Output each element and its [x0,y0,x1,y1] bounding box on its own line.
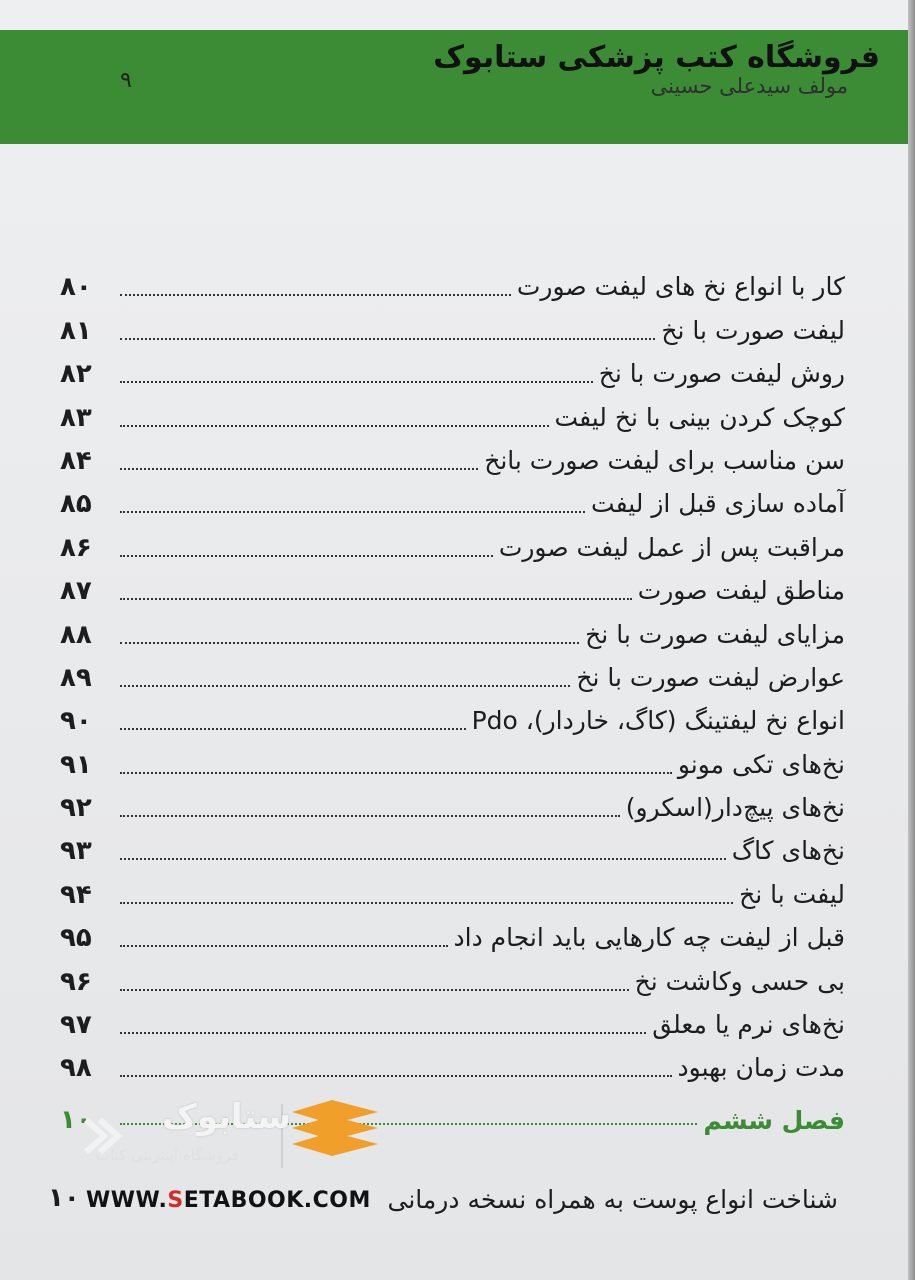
last-toc-entry-title: شناخت انواع پوست به همراه نسخه درمانی [387,1185,838,1214]
logo-book-icon [292,1100,378,1156]
toc-leader-dots [120,772,672,774]
toc-leader-dots [120,1075,672,1077]
toc-entry-title: قبل از لیفت چه کارهایی باید انجام داد [453,923,845,953]
toc-entry-page: ۹۶ [60,966,92,997]
header-page-number: ۹ [120,68,132,93]
logo-wordmark: ستابوک [162,1097,291,1137]
toc-entry-title: انواع نخ لیفتینگ (کاگ، خاردار)، Pdo [471,706,845,736]
toc-leader-dots [120,338,655,340]
header-author: مولف سیدعلی حسینی [650,74,848,98]
toc-entry [60,349,845,392]
toc-leader-dots [120,989,629,991]
toc-entry [60,783,845,826]
store-watermark-title: فروشگاه کتب پزشکی ستابوک [433,40,880,75]
toc-entry [60,305,845,348]
toc-entry-page: ۸۶ [60,532,92,563]
toc-leader-dots [120,902,733,904]
toc-entry [60,826,845,869]
toc-entry-title: کوچک کردن بینی با نخ لیفت [554,402,845,432]
toc-entry [60,739,845,782]
table-of-contents [60,262,845,1086]
toc-entry-page: ۹۱ [60,749,92,780]
toc-leader-dots [120,555,493,557]
toc-entry-page: ۸۵ [60,489,92,520]
toc-entry-page: ۸۳ [60,402,92,433]
toc-entry-page: ۸۱ [60,315,92,346]
watermark-url [86,1188,371,1213]
toc-entry [60,392,845,435]
toc-entry [60,609,845,652]
url-part-2: ETABOOK.COM [183,1188,371,1213]
toc-entry-title: روش لیفت صورت با نخ [598,359,845,389]
toc-entry [60,696,845,739]
toc-entry-page: ۹۳ [60,836,92,867]
toc-leader-dots [120,511,585,513]
toc-entry [60,869,845,912]
toc-entry-title: مناطق لیفت صورت [637,576,845,606]
toc-entry-page: ۹۵ [60,923,92,954]
toc-entry-title: نخ‌های کاگ [731,836,845,866]
toc-entry-title: نخ‌های نرم یا معلق [652,1010,845,1040]
toc-entry [60,522,845,565]
toc-entry-page: ۹۴ [60,879,92,910]
toc-entry-page: ۹۸ [60,1053,92,1084]
toc-entry [60,913,845,956]
toc-entry [60,956,845,999]
toc-leader-dots [120,642,579,644]
toc-leader-dots [120,381,593,383]
toc-entry [60,436,845,479]
toc-entry [60,566,845,609]
url-part-red: S [167,1188,184,1213]
page-edge-shadow [908,0,915,1280]
toc-leader-dots [120,598,632,600]
toc-leader-dots [120,1032,646,1034]
toc-leader-dots [120,815,620,817]
section-title: فصل ششم [703,1106,845,1135]
toc-entry-page: ۹۲ [60,793,92,824]
toc-entry-page: ۸۴ [60,445,92,476]
logo-subtitle: فروشگاه اینترنتی کتاب [96,1146,239,1164]
toc-entry-title: مراقبت پس از عمل لیفت صورت [498,532,845,562]
toc-entry-title: کار با انواع نخ های لیفت صورت [516,272,845,302]
toc-entry-title: سن مناسب برای لیفت صورت بانخ [484,445,845,475]
toc-entry [60,1043,845,1086]
toc-leader-dots [120,858,726,860]
toc-leader-dots [120,294,511,296]
toc-entry-title: آماده سازی قبل از لیفت [591,489,845,519]
toc-leader-dots [120,468,478,470]
toc-leader-dots [120,685,570,687]
toc-entry-title: لیفت با نخ [739,879,845,909]
last-toc-entry-page: ۱۰ [48,1183,80,1213]
toc-entry-title: نخ‌های تکی مونو [677,749,845,779]
toc-entry-title: نخ‌های پیچ‌دار(اسکرو) [625,793,845,823]
toc-entry-page: ۸۹ [60,662,92,693]
toc-leader-dots [120,728,466,730]
toc-entry [60,262,845,305]
toc-entry [60,1000,845,1043]
toc-entry-page: ۸۸ [60,619,92,650]
toc-entry [60,653,845,696]
toc-entry-page: ۹۰ [60,706,92,737]
toc-entry-title: بی حسی وکاشت نخ [634,966,845,996]
toc-entry-title: عوارض لیفت صورت با نخ [576,662,845,692]
toc-leader-dots [120,425,549,427]
toc-entry-page: ۸۲ [60,359,92,390]
section-page-number: ۱۰ [60,1105,92,1135]
toc-entry-title: مزایای لیفت صورت با نخ [585,619,845,649]
toc-entry-page: ۸۰ [60,272,92,303]
toc-entry [60,479,845,522]
toc-entry-title: لیفت صورت با نخ [661,315,845,345]
toc-leader-dots [120,945,448,947]
toc-entry-page: ۸۷ [60,576,92,607]
toc-entry-page: ۹۷ [60,1010,92,1041]
toc-entry-title: مدت زمان بهبود [677,1053,845,1083]
url-part-1: WWW. [86,1188,168,1213]
